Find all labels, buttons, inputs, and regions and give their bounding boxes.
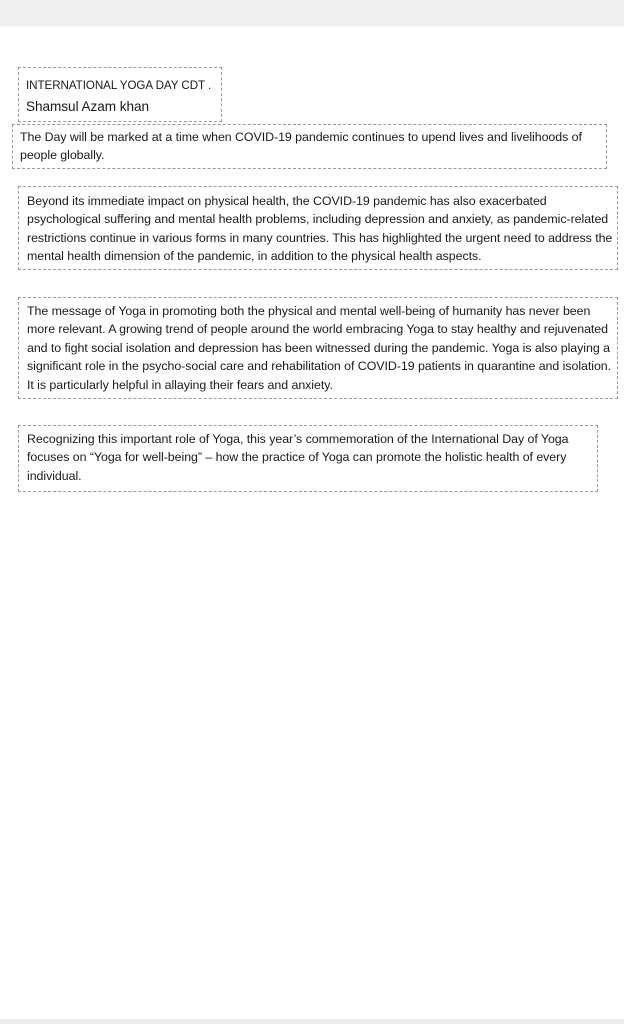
author-name: Shamsul Azam khan xyxy=(26,99,150,114)
paragraph-1: The Day will be marked at a time when COVID-19 pandemic continues to upend lives and livelihoods of people globally. xyxy=(20,130,582,163)
paragraph-3: The message of Yoga in promoting both the physical and mental well-being of humanity has never been more relevant. A growing trend of people around the world embracing Yoga to stay healthy and rejuvenated and to fight social isolation and depression has been witnessed during the pandemic. Yoga is also playing a significant role in the psycho-social care and rehabilitation of COVID-19 patients in quarantine and isolation. It is particularly helpful in allaying their fears and anxiety. xyxy=(27,304,612,392)
paragraph-box-1 xyxy=(12,124,607,169)
header-text-box xyxy=(18,67,222,122)
paragraph-box-2 xyxy=(18,186,618,270)
viewer-top-bar xyxy=(0,0,624,26)
document-title: INTERNATIONAL YOGA DAY CDT . xyxy=(26,79,212,92)
paragraph-2: Beyond its immediate impact on physical health, the COVID-19 pandemic has also exacerbated psychological suffering and mental health problems, including depression and anxiety, as pandemic-related restrictions continue in various forms in many countries. This has highlighted the urgent need to address the mental health dimension of the pandemic, in addition to the physical health aspects. xyxy=(27,194,613,264)
viewer-bottom-bar xyxy=(0,1019,624,1024)
paragraph-box-3 xyxy=(18,297,618,399)
paragraph-4: Recognizing this important role of Yoga, this year’s commemoration of the International Day of Yoga focuses on “Yoga for well-being” – how the practice of Yoga can promote the holistic health of every individual. xyxy=(27,432,569,483)
paragraph-box-4 xyxy=(18,425,598,492)
